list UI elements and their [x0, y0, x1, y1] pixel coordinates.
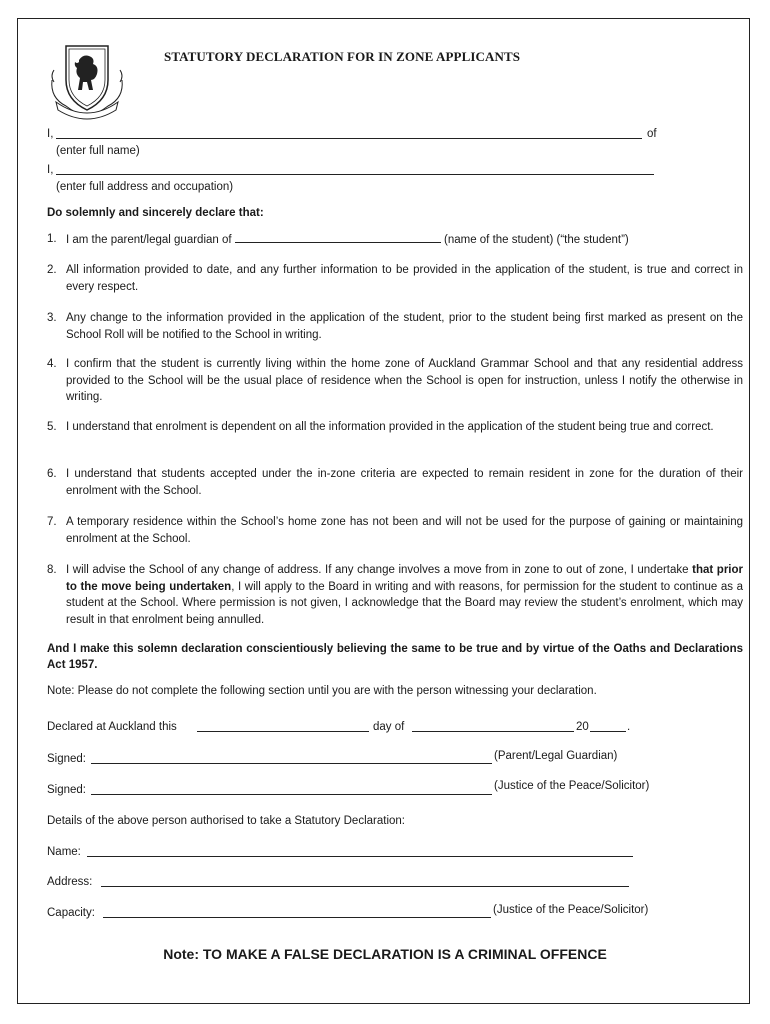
address-occupation-field[interactable]: [56, 174, 654, 175]
year-prefix: 20: [576, 721, 589, 733]
item-number: 3.: [47, 312, 57, 324]
day-of-label: day of: [373, 721, 405, 733]
jp-address-field[interactable]: [101, 886, 629, 887]
item-1-post: (name of the student) (“the student”): [444, 234, 629, 246]
item-text: [66, 562, 743, 628]
declared-month-field[interactable]: [412, 731, 574, 732]
signed-parent-label: Signed:: [47, 753, 87, 765]
false-declaration-warning: Note: TO MAKE A FALSE DECLARATION IS A CRIMINAL OFFENCE: [163, 946, 607, 962]
full-name-hint: (enter full name): [56, 145, 140, 157]
full-name-field[interactable]: [56, 138, 642, 139]
name-label: Name:: [47, 846, 81, 858]
item-8-text-bold: that prior to the move being undertaken: [66, 564, 743, 593]
jp-role-label: (Justice of the Peace/Solicitor): [494, 780, 650, 792]
declaration-item-1: [47, 231, 743, 249]
capacity-label: Capacity:: [47, 907, 95, 919]
solemn-declaration: And I make this solemn declaration conscientiously believing the same to be true and by virtue of the Oaths and Declarations Act 1957.: [47, 643, 743, 671]
declaration-item-7: [47, 514, 743, 547]
declared-end: .: [627, 721, 631, 733]
of-label: of: [647, 128, 657, 140]
declared-year-field[interactable]: [590, 731, 626, 732]
details-heading: Details of the above person authorised to take a Statutory Declaration:: [47, 815, 405, 827]
item-text: Any change to the information provided in the application of the student, prior to the student being first marked as present on the School Roll will be notified to the School in writing.: [66, 312, 743, 341]
item-8-text-b: , I will apply to the Board in writing and with reasons, for permission for the student to continue as a student at the School. Where permission is not given, I acknowledge that the Board may review the student’s enrolment, which may result in that enrolment being annulled.: [66, 580, 743, 626]
item-number: 5.: [47, 421, 57, 433]
declaration-item-6: [47, 466, 743, 499]
item-number: 8.: [47, 564, 57, 576]
jp-name-field[interactable]: [87, 856, 633, 857]
declaration-item-8: [47, 562, 743, 628]
item-8-text-a: I will advise the School of any change of address. If any change involves a move from in zone to out of zone, I undertake: [66, 564, 693, 576]
declaration-item-4: [47, 356, 743, 406]
item-text: I understand that students accepted under the in-zone criteria are expected to remain resident in zone for the duration of their enrolment with the School.: [66, 468, 743, 497]
capacity-field[interactable]: [103, 917, 491, 918]
item-number: 4.: [47, 358, 57, 370]
witness-note: Note: Please do not complete the following section until you are with the person witnessing your declaration.: [47, 685, 597, 697]
declared-label: Declared at Auckland this: [47, 721, 177, 733]
item-text: A temporary residence within the School’s home zone has not been and will not be used for the purpose of gaining or maintaining enrolment at the School.: [66, 516, 743, 545]
signed-jp-label: Signed:: [47, 784, 87, 796]
student-name-field[interactable]: [235, 231, 441, 243]
name-prefix: I,: [47, 128, 54, 140]
declare-heading: Do solemnly and sincerely declare that:: [47, 207, 264, 219]
parent-signature-field[interactable]: [91, 763, 492, 764]
document-title: STATUTORY DECLARATION FOR IN ZONE APPLICANTS: [164, 49, 521, 64]
item-1-pre: I am the parent/legal guardian of: [66, 234, 232, 246]
school-crest-logo: [46, 40, 128, 120]
declared-date-day-field[interactable]: [197, 731, 369, 732]
address-prefix: I,: [47, 164, 54, 176]
item-text: I understand that enrolment is dependent on all the information provided in the application of the student being true and correct.: [66, 421, 714, 433]
address-hint: (enter full address and occupation): [56, 181, 234, 193]
item-text: I confirm that the student is currently living within the home zone of Auckland Grammar School and that any residential address provided to the School will be the usual place of residence when the School is open for instruction, unless I notify the otherwise in writing.: [66, 358, 743, 403]
declaration-item-3: [47, 310, 743, 343]
parent-role-label: (Parent/Legal Guardian): [494, 750, 618, 762]
capacity-role-label: (Justice of the Peace/Solicitor): [493, 904, 649, 916]
item-number: 2.: [47, 264, 57, 276]
item-text: All information provided to date, and any further information to be provided in the application of the student, is true and correct in every respect.: [66, 264, 743, 293]
address-label: Address:: [47, 876, 93, 888]
declaration-item-2: [47, 262, 743, 295]
jp-signature-field[interactable]: [91, 794, 492, 795]
item-number: 1.: [47, 233, 57, 245]
item-number: 7.: [47, 516, 57, 528]
item-number: 6.: [47, 468, 57, 480]
declaration-item-5: [47, 419, 743, 436]
